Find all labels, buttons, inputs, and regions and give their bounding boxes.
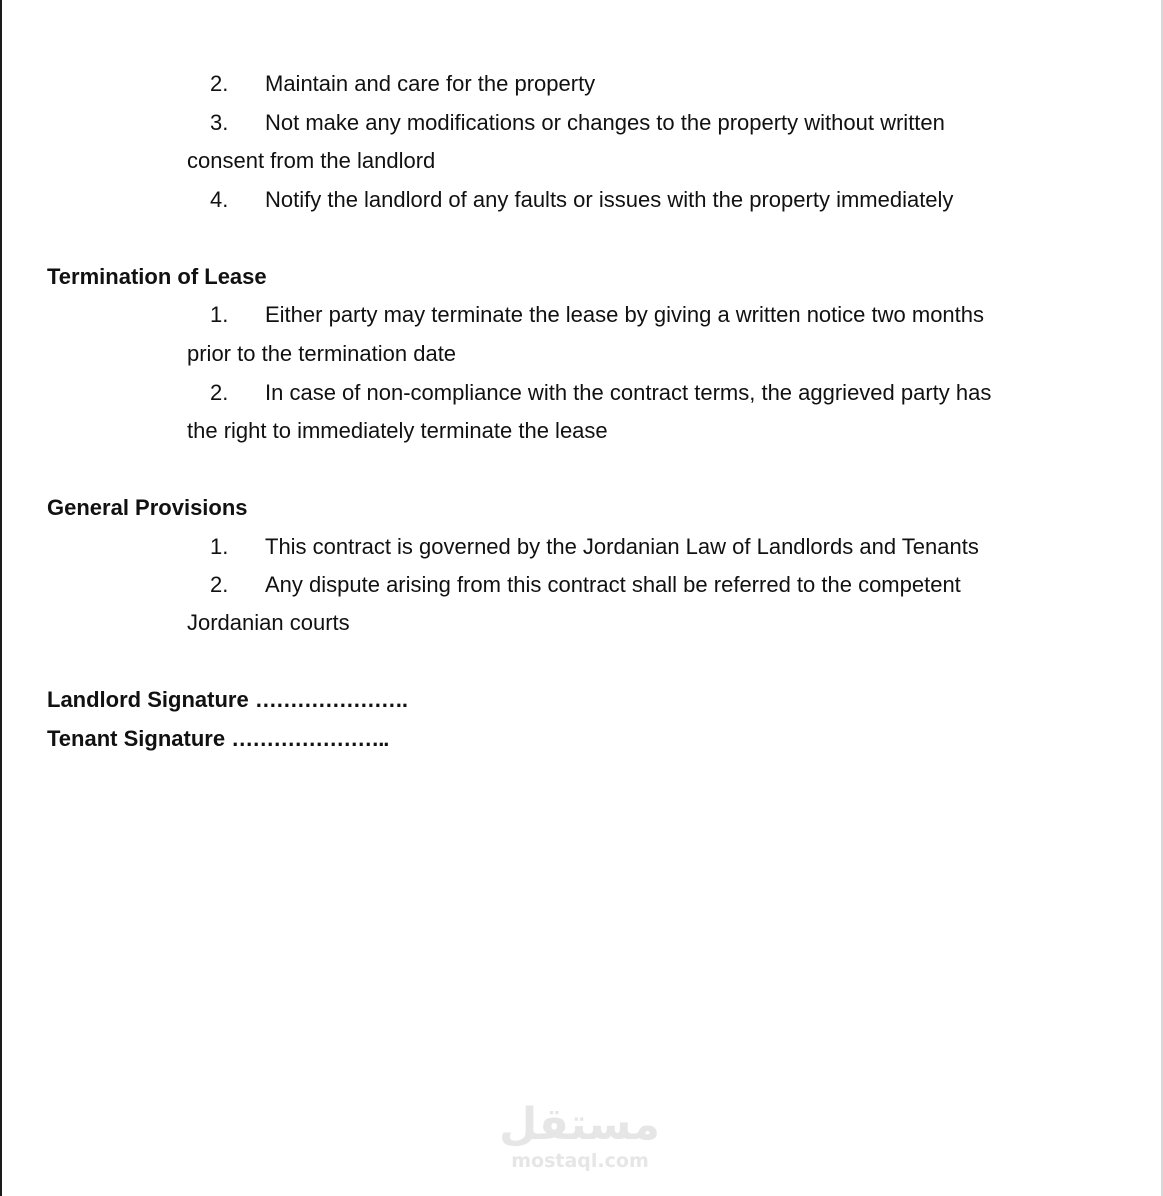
list-item-continuation: prior to the termination date: [187, 341, 457, 366]
section-heading-termination: Termination of Lease: [47, 264, 267, 289]
watermark-arabic: مستقل: [499, 1099, 660, 1150]
landlord-signature-label: Landlord Signature: [47, 687, 249, 712]
tenant-signature-dots: …………………..: [231, 726, 389, 751]
list-item-text: Not make any modifications or changes to the property without written: [265, 110, 945, 135]
list-number: 2.: [210, 71, 229, 96]
list-number: 2.: [210, 572, 229, 597]
list-number: 3.: [210, 110, 229, 135]
list-item-text: In case of non-compliance with the contract terms, the aggrieved party has: [265, 380, 992, 405]
list-item-text: Notify the landlord of any faults or issues with the property immediately: [265, 187, 954, 212]
landlord-signature-dots: ………………….: [254, 687, 407, 712]
list-item-text: Any dispute arising from this contract shall be referred to the competent: [265, 572, 961, 597]
watermark-latin: mostaql.com: [511, 1150, 649, 1172]
list-number: 4.: [210, 187, 229, 212]
list-number: 1.: [210, 534, 229, 559]
list-item-text: This contract is governed by the Jordanian Law of Landlords and Tenants: [265, 534, 979, 559]
list-number: 2.: [210, 380, 229, 405]
list-item-text: Maintain and care for the property: [265, 71, 596, 96]
list-item-continuation: consent from the landlord: [187, 148, 436, 173]
section-heading-general: General Provisions: [47, 495, 248, 520]
tenant-signature-label: Tenant Signature: [47, 726, 226, 751]
list-item-continuation: the right to immediately terminate the lease: [187, 418, 608, 443]
tenant-signature-line: [47, 726, 388, 752]
list-item-text: Either party may terminate the lease by giving a written notice two months: [265, 302, 985, 327]
list-item-continuation: Jordanian courts: [187, 610, 350, 635]
landlord-signature-line: [47, 687, 407, 713]
mostaql-watermark: [500, 1100, 660, 1180]
list-number: 1.: [210, 302, 229, 327]
